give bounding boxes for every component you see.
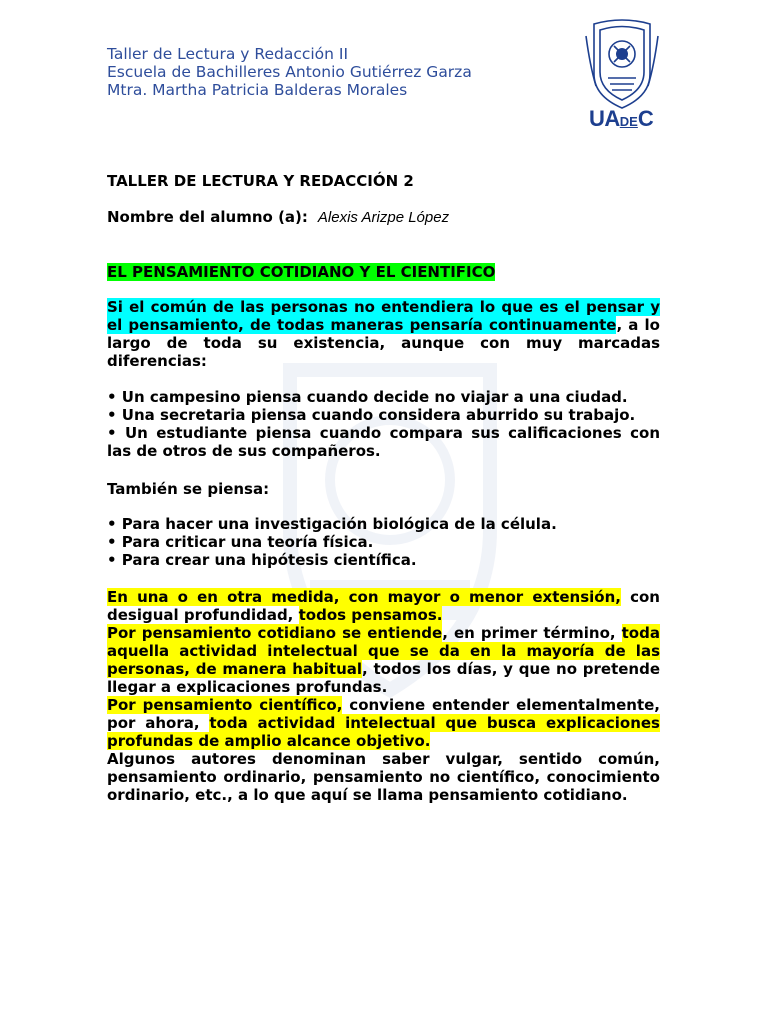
intro-highlight: Si el común de las personas no entendiera lo que es el pensar y el pensamiento, de todas maneras pensaría continuamente <box>107 298 660 334</box>
definitions-block <box>107 588 660 804</box>
paragraph-everyone-thinks: En una o en otra medida, con mayor o menor extensión, con desigual profundidad, todos pensamos. <box>107 588 660 624</box>
header-teacher-name: Mtra. Martha Patricia Balderas Morales <box>107 81 408 99</box>
list-item: • Una secretaria piensa cuando considera aburrido su trabajo. <box>107 406 636 424</box>
list-item: • Para criticar una teoría física. <box>107 533 374 551</box>
list-item: • Para hacer una investigación biológica de la célula. <box>107 515 557 533</box>
university-logo-text: UADEC <box>589 106 654 131</box>
intro-rest: , a lo largo de toda su existencia, aunque con muy marcadas diferencias: <box>107 316 660 370</box>
paragraph-other-authors: Algunos autores denominan saber vulgar, sentido común, pensamiento ordinario, pensamiento no científico, conocimiento ordinario, etc., a lo que aquí se llama pensamiento cotidiano. <box>107 750 660 804</box>
science-list <box>107 515 660 569</box>
document-header <box>107 45 472 99</box>
paragraph-scientific-thinking: Por pensamiento científico, conviene entender elementalmente, por ahora, toda actividad intelectual que busca explicaciones profundas de amplio alcance objetivo. <box>107 696 660 750</box>
list-item: • Un campesino piensa cuando decide no viajar a una ciudad. <box>107 388 628 406</box>
student-name-value: Alexis Arizpe López <box>317 209 450 226</box>
intro-paragraph <box>107 298 660 370</box>
header-school-name: Escuela de Bachilleres Antonio Gutiérrez Garza <box>107 63 472 81</box>
header-course-name: Taller de Lectura y Redacción II <box>107 45 349 63</box>
article-title-text: EL PENSAMIENTO COTIDIANO Y EL CIENTIFICO <box>107 263 496 281</box>
list-item: • Para crear una hipótesis científica. <box>107 551 417 569</box>
examples-list <box>107 388 660 460</box>
course-title: TALLER DE LECTURA Y REDACCIÓN 2 <box>107 172 414 190</box>
also-heading: También se piensa: <box>107 480 270 498</box>
article-title <box>107 263 660 281</box>
student-name-label: Nombre del alumno (a): <box>107 208 308 226</box>
student-name-line <box>107 208 449 226</box>
paragraph-everyday-thinking: Por pensamiento cotidiano se entiende, en primer término, toda aquella actividad intelectual que se da en la mayoría de las personas, de manera habitual, todos los días, y que no pretende llegar a explicaciones profundas. <box>107 624 661 696</box>
list-item: • Un estudiante piensa cuando compara sus calificaciones con las de otros de sus compañeros. <box>107 424 660 460</box>
